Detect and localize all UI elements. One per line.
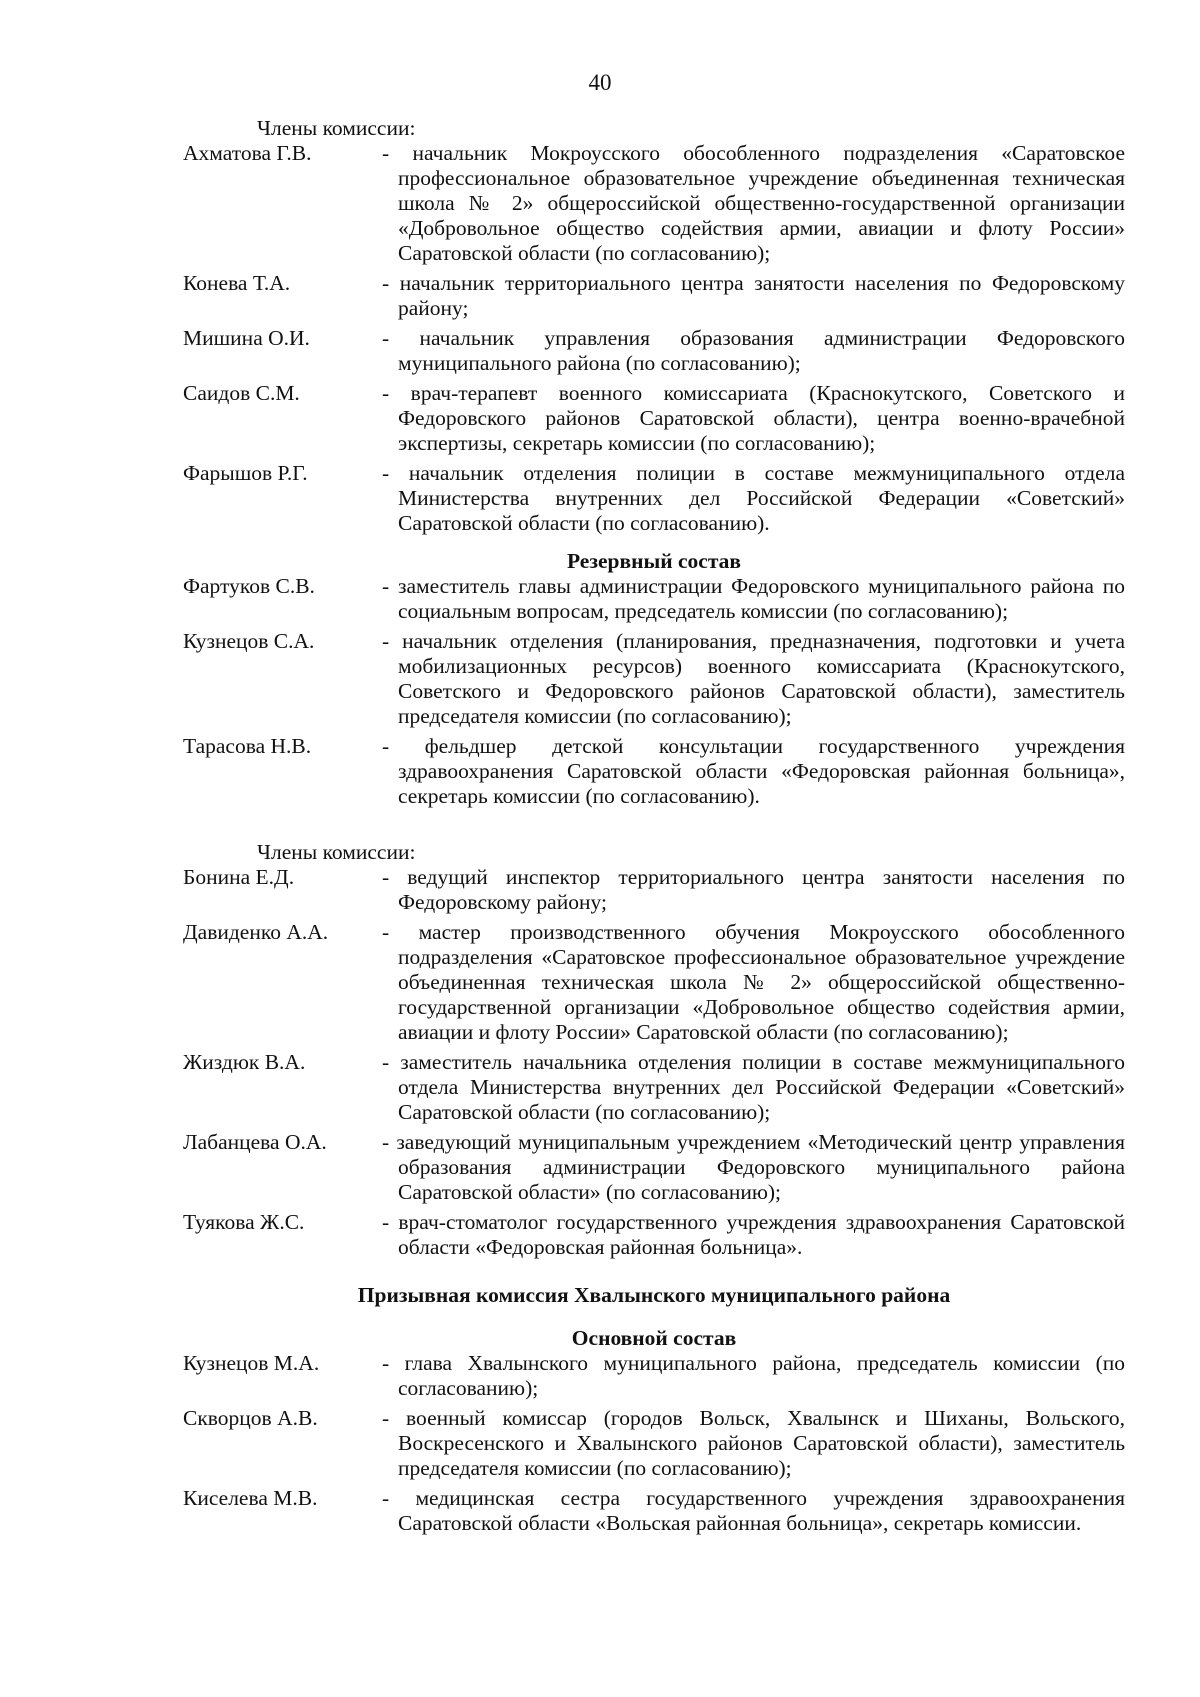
member-description: - начальник отделения полиции в составе межмуниципального отдела Министерства внутренних дел Российской Федерации «Советский» Саратовской области (по согласованию). [382, 461, 1125, 536]
document-body [183, 116, 1125, 1541]
member-description: - заместитель главы администрации Федоровского муниципального района по социальным вопросам, председатель комиссии (по согласованию); [382, 574, 1125, 624]
member-entry [183, 1050, 1125, 1125]
member-name: Киселева М.В. [183, 1486, 318, 1510]
member-entry [183, 326, 1125, 376]
member-entry [183, 271, 1125, 321]
member-description: - врач-стоматолог государственного учреждения здравоохранения Саратовской области «Федоровская районная больница». [382, 1210, 1125, 1260]
member-name: Ахматова Г.В. [183, 141, 312, 165]
member-description: - военный комиссар (городов Вольск, Хвалынск и Шиханы, Вольского, Воскресенского и Хвалынского районов Саратовской области), заместитель председателя комиссии (по согласованию); [382, 1406, 1125, 1481]
member-description: - глава Хвалынского муниципального района, председатель комиссии (по согласованию); [382, 1351, 1125, 1401]
member-entry [183, 381, 1125, 456]
member-entry [183, 1210, 1125, 1260]
commission-title: Призывная комиссия Хвалынского муниципального района [357, 1283, 951, 1307]
members-label: Члены комиссии: [257, 840, 416, 864]
member-name: Тарасова Н.В. [183, 734, 312, 758]
member-name: Давиденко А.А. [183, 920, 329, 944]
member-entry [183, 920, 1125, 1045]
leader-entry [183, 1406, 1125, 1481]
member-name: Конева Т.А. [183, 271, 291, 295]
member-description: - начальник отделения (планирования, предназначения, подготовки и учета мобилизационных ресурсов) военного комиссариата (Краснокутского, Советского и Федоровского районов Саратовской области), заместитель председателя комиссии (по согласованию); [382, 629, 1125, 729]
member-name: Фарышов Р.Г. [183, 461, 308, 485]
member-entry [183, 461, 1125, 536]
member-name: Туякова Ж.С. [183, 1210, 305, 1234]
member-name: Бонина Е.Д. [183, 865, 295, 889]
member-name: Скворцов А.В. [183, 1406, 318, 1430]
member-entry [183, 865, 1125, 915]
member-description: - врач-терапевт военного комиссариата (Краснокутского, Советского и Федоровского районов Саратовской области), центра военно-врачебной экспертизы, секретарь комиссии (по согласованию); [382, 381, 1125, 456]
member-description: - фельдшер детской консультации государственного учреждения здравоохранения Саратовской области «Федоровская районная больница», секретарь комиссии (по согласованию). [382, 734, 1125, 809]
member-name: Фартуков С.В. [183, 574, 315, 598]
leader-entry [183, 574, 1125, 624]
member-entry [183, 1130, 1125, 1205]
member-name: Кузнецов С.А. [183, 629, 315, 653]
reserve-heading: Резервный состав [566, 549, 742, 573]
leader-entry [183, 629, 1125, 729]
member-description: - заведующий муниципальным учреждением «Методический центр управления образования администрации Федоровского муниципального района Саратовской области» (по согласованию); [382, 1130, 1125, 1205]
member-name: Лабанцева О.А. [183, 1130, 327, 1154]
member-name: Кузнецов М.А. [183, 1351, 320, 1375]
member-name: Жиздюк В.А. [183, 1050, 306, 1074]
member-description: - начальник Мокроусского обособленного подразделения «Саратовское профессиональное образовательное учреждение объединенная техническая школа № 2» общероссийской общественно-государственной организации «Добровольное общество содействия армии, авиации и флоту России» Саратовской области (по согласованию); [382, 141, 1125, 266]
member-description: - мастер производственного обучения Мокроусского обособленного подразделения «Саратовское профессиональное образовательное учреждение объединенная техническая школа № 2» общероссийской общественно-государственной организации «Добровольное общество содействия армии, авиации и флоту России» Саратовской области (по согласованию); [382, 920, 1125, 1045]
member-name: Саидов С.М. [183, 381, 300, 405]
member-description: - начальник территориального центра занятости населения по Федоровскому району; [382, 271, 1125, 321]
leader-entry [183, 734, 1125, 809]
member-name: Мишина О.И. [183, 326, 310, 350]
member-description: - заместитель начальника отделения полиции в составе межмуниципального отдела Министерства внутренних дел Российской Федерации «Советский» Саратовской области (по согласованию); [382, 1050, 1125, 1125]
member-description: - ведущий инспектор территориального центра занятости населения по Федоровскому району; [382, 865, 1125, 915]
member-entry [183, 141, 1125, 266]
member-description: - начальник управления образования администрации Федоровского муниципального района (по согласованию); [382, 326, 1125, 376]
page-number: 40 [588, 70, 612, 95]
leader-entry [183, 1486, 1125, 1536]
main-composition-heading: Основной состав [571, 1326, 737, 1350]
members-label: Члены комиссии: [257, 116, 416, 140]
member-description: - медицинская сестра государственного учреждения здравоохранения Саратовской области «Вольская районная больница», секретарь комиссии. [382, 1486, 1125, 1536]
leader-entry [183, 1351, 1125, 1401]
